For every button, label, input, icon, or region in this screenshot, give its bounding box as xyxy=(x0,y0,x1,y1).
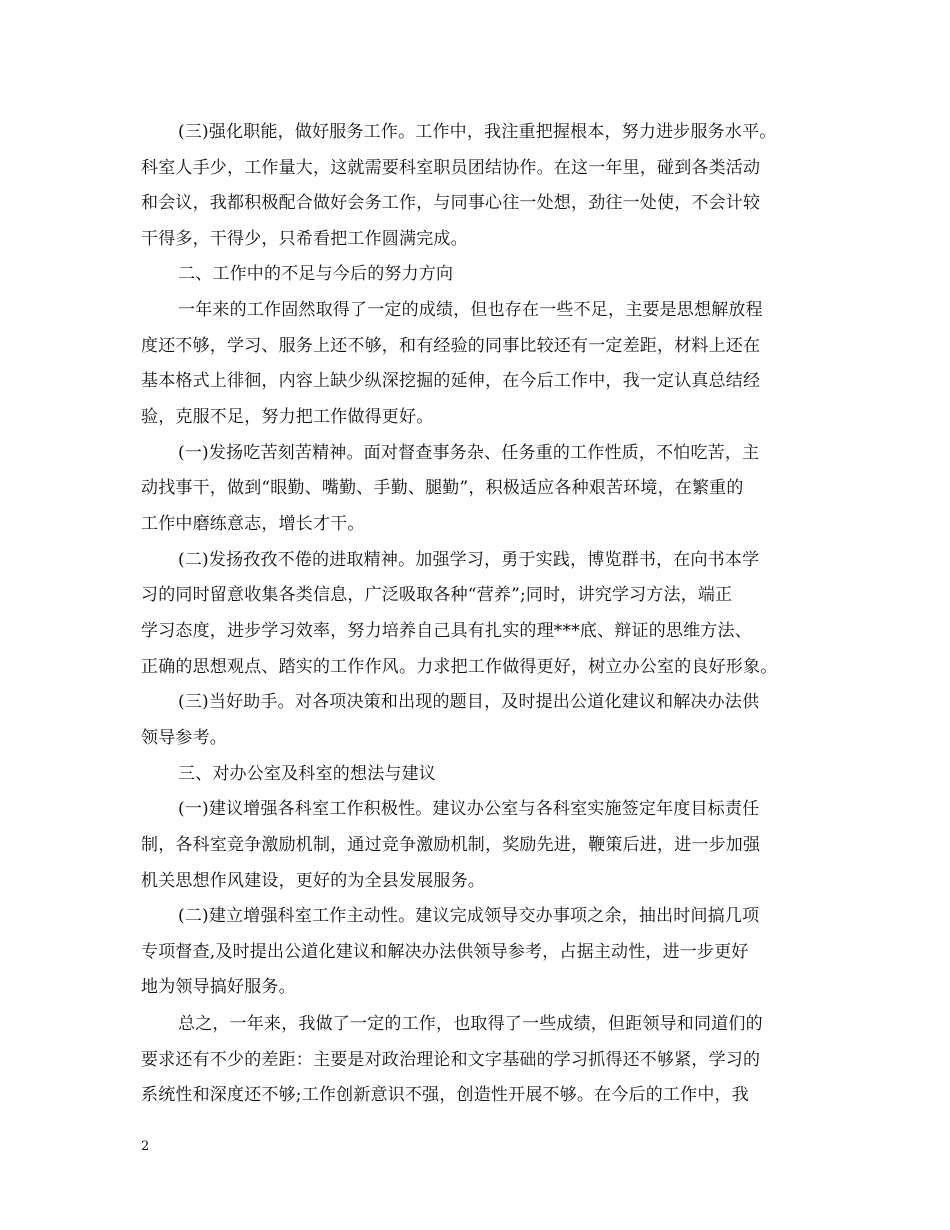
text-line: 度还不够，学习、服务上还不够，和有经验的同事比较还有一定差距，材料上还在 xyxy=(141,336,761,356)
text-line: 干得多，干得少，只希看把工作圆满完成。 xyxy=(141,229,468,249)
text-line: 验，克服不足，努力把工作做得更好。 xyxy=(141,407,434,427)
text-line: 总之，一年来，我做了一定的工作，也取得了一些成绩，但距领导和同道们的 xyxy=(178,1014,763,1034)
text-line: 制，各科室竞争激励机制，通过竞争激励机制，奖励先进，鞭策后进，进一步加强 xyxy=(141,835,761,855)
text-line: (二)建立增强科室工作主动性。建议完成领导交办事项之余，抽出时间搞几项 xyxy=(178,906,760,926)
text-line: 机关思想作风建设，更好的为全县发展服务。 xyxy=(141,871,485,891)
text-line: 基本格式上徘徊，内容上缺少纵深挖掘的延伸，在今后工作中，我一定认真总结经 xyxy=(141,371,761,391)
text-line: 科室人手少，工作量大，这就需要科室职员团结协作。在这一年里，碰到各类活动 xyxy=(141,158,761,178)
text-line: 习的同时留意收集各类信息，广泛吸取各种“营养”;同时，讲究学习方法，端正 xyxy=(141,585,733,605)
text-line: 专项督查,及时提出公道化建议和解决办法供领导参考，占据主动性，进一步更好 xyxy=(141,942,749,962)
text-line: (三)当好助手。对各项决策和出现的题目，及时提出公道化建议和解决办法供 xyxy=(178,692,760,712)
text-line: 学习态度，进步学习效率，努力培养自己具有扎实的理***底、辩证的思维方法、 xyxy=(141,621,752,641)
text-line: 动找事干，做到“眼勤、嘴勤、手勤、腿勤”，积极适应各种艰苦环境，在繁重的 xyxy=(141,478,744,498)
text-line: (一)建议增强各科室工作积极性。建议办公室与各科室实施签定年度目标责任 xyxy=(178,799,760,819)
text-line: 和会议，我都积极配合做好会务工作，与同事心往一处想，劲往一处使，不会计较 xyxy=(141,193,761,213)
text-line: (一)发扬吃苦刻苦精神。面对督查事务杂、任务重的工作性质，不怕吃苦，主 xyxy=(178,443,760,463)
section-heading: 三、对办公室及科室的想法与建议 xyxy=(178,764,436,784)
text-line: 地为领导搞好服务。 xyxy=(141,977,296,997)
text-line: (二)发扬孜孜不倦的进取精神。加强学习，勇于实践，博览群书，在向书本学 xyxy=(178,550,760,570)
text-line: (三)强化职能，做好服务工作。工作中，我注重把握根本，努力进步服务水平。 xyxy=(178,122,777,142)
text-line: 工作中磨练意志，增长才干。 xyxy=(141,514,365,534)
text-line: 正确的思想观点、踏实的工作作风。力求把工作做得更好，树立办公室的良好形象。 xyxy=(141,657,778,677)
text-line: 系统性和深度还不够;工作创新意识不强，创造性开展不够。在今后的工作中，我 xyxy=(141,1085,749,1105)
text-line: 领导参考。 xyxy=(141,728,227,748)
text-line: 一年来的工作固然取得了一定的成绩，但也存在一些不足，主要是思想解放程 xyxy=(178,300,763,320)
section-heading: 二、工作中的不足与今后的努力方向 xyxy=(178,264,454,284)
text-line: 要求还有不少的差距：主要是对政治理论和文字基础的学习抓得还不够紧，学习的 xyxy=(141,1050,761,1070)
page-number: 2 xyxy=(141,1139,150,1154)
